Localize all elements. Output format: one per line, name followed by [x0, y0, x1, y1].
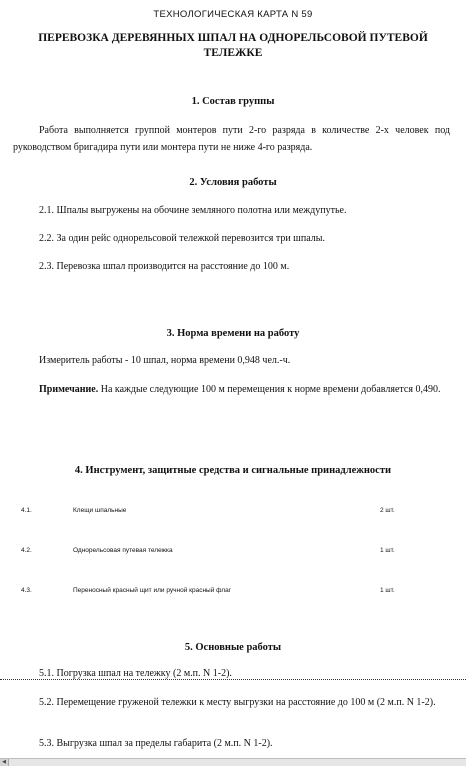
operation-5-2: 5.2. Перемещение груженой тележки к месту выгрузки на расстояние до 100 м (2 м.п. N 1-2). [39, 697, 436, 708]
note-paragraph [13, 381, 450, 398]
note-label: Примечание. [39, 384, 99, 395]
condition-2-2: 2.2. За один рейс однорельсовой тележкой перевозится три шпалы. [39, 233, 325, 244]
section-3-heading: 3. Норма времени на работу [166, 328, 300, 339]
tool-row [0, 547, 466, 557]
condition-2-1: 2.1. Шпалы выгружены на обочине земляного полотна или междупутье. [39, 205, 347, 216]
tool-name: Переносный красный щит или ручной красный флаг [73, 587, 232, 594]
page-break-line [0, 679, 466, 680]
section-4-heading: 4. Инструмент, защитные средства и сигнальные принадлежности [74, 465, 392, 476]
card-number: ТЕХНОЛОГИЧЕСКАЯ КАРТА N 59 [153, 9, 313, 20]
tool-quantity: 1 шт. [380, 547, 395, 554]
scroll-left-arrow-icon[interactable]: ◀ [0, 759, 9, 766]
measure-text: Измеритель работы - 10 шпал, норма времени 0,948 чел.-ч. [39, 355, 291, 366]
tool-name: Клещи шпальные [73, 507, 127, 514]
tool-name: Однорельсовая путевая тележка [73, 547, 173, 554]
tool-number: 4.1. [21, 507, 32, 514]
section-1-text: Работа выполняется группой монтеров пути 2-го разряда в количестве 2-х человек под руководством бригадира пути или монтера пути не ниже 4-го разряда. [13, 125, 450, 153]
section-2-heading: 2. Условия работы [189, 177, 277, 188]
tool-row [0, 587, 466, 597]
title-line-1: ПЕРЕВОЗКА ДЕРЕВЯННЫХ ШПАЛ НА ОДНОРЕЛЬСОВОЙ ПУТЕВОЙ [38, 32, 428, 44]
operation-5-1: 5.1. Погрузка шпал на тележку (2 м.п. N 1-2). [39, 668, 232, 679]
document-title [28, 31, 438, 61]
section-1-heading: 1. Состав группы [191, 96, 275, 107]
section-5-heading: 5. Основные работы [184, 642, 282, 653]
tool-number: 4.3. [21, 587, 32, 594]
operation-5-3: 5.3. Выгрузка шпал за пределы габарита (2 м.п. N 1-2). [39, 738, 273, 749]
tool-number: 4.2. [21, 547, 32, 554]
tool-quantity: 2 шт. [380, 507, 395, 514]
tool-row [0, 507, 466, 517]
title-line-2: ТЕЛЕЖКЕ [203, 47, 263, 59]
tool-quantity: 1 шт. [380, 587, 395, 594]
note-text: На каждые следующие 100 м перемещения к норме времени добавляется 0,490. [98, 384, 441, 395]
condition-2-3: 2.3. Перевозка шпал производится на расстояние до 100 м. [39, 261, 290, 272]
